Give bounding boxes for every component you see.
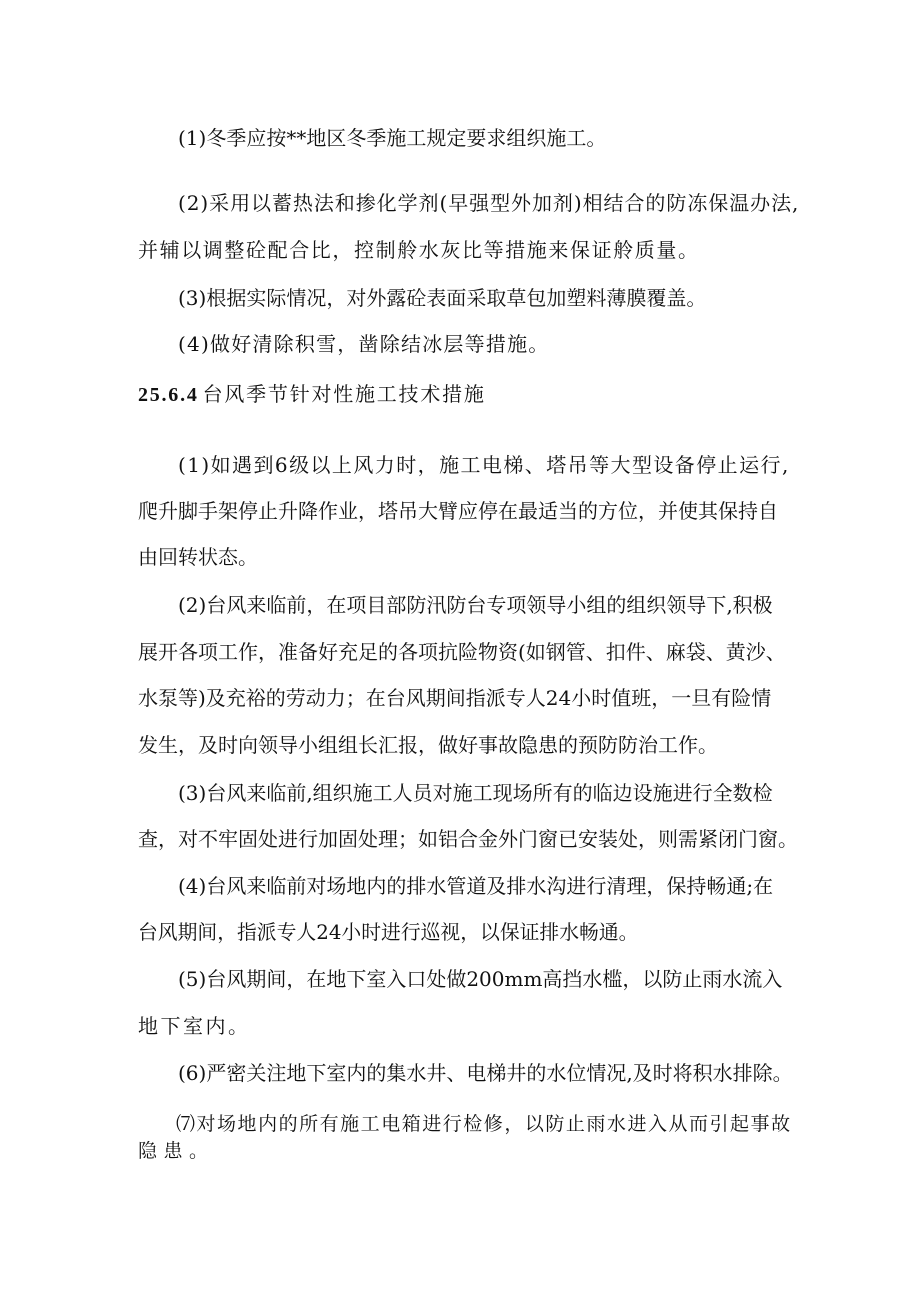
paragraph-line: (6)严密关注地下室内的集水井、电梯井的水位情况,及时将积水排除。 xyxy=(178,1061,793,1085)
paragraph-line: 由回转状态。 xyxy=(138,545,258,569)
paragraph-line: 展开各项工作，准备好充足的各项抗险物资(如钢管、扣件、麻袋、黄沙、 xyxy=(138,640,786,664)
paragraph-line: (1)如遇到6级以上风力时，施工电梯、塔吊等大型设备停止运行, xyxy=(178,453,790,477)
paragraph-line: (3)台风来临前,组织施工人员对施工现场所有的临边设施进行全数检 xyxy=(178,781,773,805)
section-heading xyxy=(138,380,486,409)
section-title: 台风季节针对性施工技术措施 xyxy=(202,382,486,406)
paragraph-line: 并辅以调整砼配合比，控制舲水灰比等措施来保证舲质量。 xyxy=(138,238,700,262)
paragraph-line: ⑺对场地内的所有施工电箱进行检修，以防止雨水进入从而引起事故 xyxy=(176,1113,792,1135)
paragraph-line: 地下室内。 xyxy=(138,1014,251,1038)
paragraph-line: 隐患。 xyxy=(138,1140,215,1162)
paragraph-line: (3)根据实际情况，对外露砼表面采取草包加塑料薄膜覆盖。 xyxy=(178,286,707,310)
paragraph-line: (4)台风来临前对场地内的排水管道及排水沟进行清理，保持畅通;在 xyxy=(178,874,774,898)
paragraph-line: (5)台风期间，在地下室入口处做200mm高挡水槛，以防止雨水流入 xyxy=(178,967,783,991)
section-number: 25.6.4 xyxy=(138,384,199,406)
paragraph-line: 发生，及时向领导小组组长汇报，做好事故隐患的预防防治工作。 xyxy=(138,733,718,757)
paragraph-line: 台风期间，指派专人24小时进行巡视，以保证排水畅通。 xyxy=(138,920,639,944)
paragraph-line: 水泵等)及充裕的劳动力；在台风期间指派专人24小时值班，一旦有险情 xyxy=(138,686,772,710)
paragraph-line: (2)采用以蓄热法和掺化学剂(早强型外加剂)相结合的防冻保温办法, xyxy=(178,191,800,215)
paragraph-line: 查，对不牢固处进行加固处理；如铝合金外门窗已安装处，则需紧闭门窗。 xyxy=(138,827,798,851)
paragraph-line: 爬升脚手架停止升降作业，塔吊大臂应停在最适当的方位，并使其保持自 xyxy=(138,499,778,523)
paragraph-line: (4)做好清除积雪，凿除结冰层等措施。 xyxy=(178,332,550,356)
paragraph-line: (1)冬季应按**地区冬季施工规定要求组织施工。 xyxy=(178,126,607,150)
paragraph-line: (2)台风来临前，在项目部防汛防台专项领导小组的组织领导下,积极 xyxy=(178,593,773,617)
